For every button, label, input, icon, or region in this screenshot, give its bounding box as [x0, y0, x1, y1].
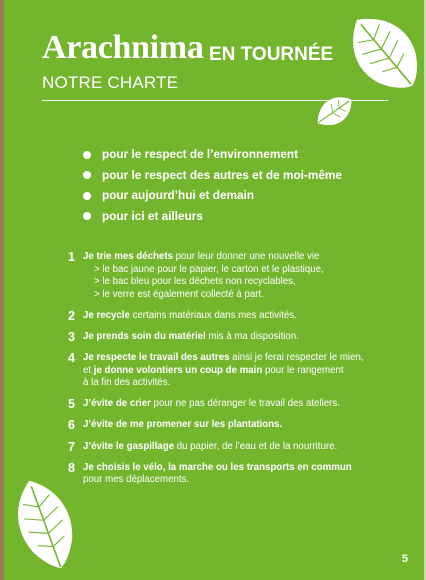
- rule-number: 3: [68, 329, 75, 344]
- rule-text: pour ne pas déranger le travail des ateliers.: [150, 398, 340, 410]
- bullet-icon: [83, 151, 91, 159]
- rules-list: [68, 251, 398, 495]
- rule-subitem: > le bac bleu pour les déchets non recyclables,: [94, 276, 296, 288]
- rule-text: pour leur donner une nouvelle vie: [172, 251, 320, 262]
- rule-item-8: [68, 462, 398, 487]
- brand-title: Arachnima: [42, 29, 204, 66]
- value-text: pour aujourd’hui et demain: [102, 188, 255, 202]
- rule-item-3: [68, 331, 398, 344]
- value-item: [80, 165, 342, 186]
- rule-bold-text: je donne volontiers un coup de main: [93, 364, 263, 376]
- rule-bold-text: Je recycle: [83, 309, 130, 321]
- value-item: [80, 144, 342, 165]
- rule-text: et: [83, 364, 94, 376]
- value-text: pour le respect de l’environnement: [102, 147, 299, 161]
- rule-line: [83, 331, 398, 344]
- value-text: pour le respect des autres et de moi-même: [102, 167, 342, 182]
- values-list: [80, 144, 342, 226]
- rule-number: 1: [68, 250, 75, 264]
- bullet-icon: [83, 192, 91, 200]
- rule-number: 5: [68, 397, 75, 412]
- rule-item-7: [68, 441, 398, 454]
- brand-subtitle: EN TOURNÉE: [209, 44, 334, 65]
- rule-line: [83, 462, 398, 475]
- rule-text: mis à ma disposition.: [205, 330, 299, 342]
- rule-line: [83, 365, 398, 378]
- rule-item-4: [68, 352, 398, 390]
- value-item: [80, 206, 342, 227]
- rule-number: 4: [68, 351, 75, 366]
- rule-bold-text: Je respecte le travail des autres: [83, 352, 230, 364]
- rule-text: pour le rangement: [262, 364, 344, 376]
- rule-line: [83, 251, 398, 264]
- rule-line: à la fin des activités.: [83, 377, 171, 389]
- rule-number: 6: [68, 418, 75, 433]
- rule-text: certains matériaux dans mes activités.: [129, 309, 297, 321]
- rule-item-5: [68, 398, 398, 411]
- rule-line: [83, 419, 398, 432]
- rule-number: 7: [68, 439, 75, 454]
- rule-number: 2: [68, 308, 75, 323]
- bullet-icon: [83, 212, 91, 220]
- rule-line: [83, 441, 398, 454]
- rule-subitem: > le bac jaune pour le papier, le carton et le plastique,: [94, 263, 324, 275]
- rule-bold-text: Je choisis le vélo, la marche ou les transports en commun: [83, 461, 352, 473]
- rule-bold-text: Je prends soin du matériel: [83, 330, 206, 342]
- rule-line: pour mes déplacements.: [83, 474, 190, 486]
- rule-bold-text: Je trie mes déchets: [83, 251, 173, 262]
- rule-text: ainsi je ferai respecter le mien,: [229, 352, 364, 364]
- page-number: 5: [401, 553, 408, 565]
- value-text: pour ici et ailleurs: [102, 208, 203, 223]
- rule-line: [83, 352, 398, 365]
- rule-bold-text: J’évite de crier: [83, 398, 151, 410]
- rule-bold-text: J’évite le gaspillage: [83, 440, 175, 452]
- value-item: [80, 185, 342, 206]
- bullet-icon: [83, 171, 91, 179]
- rule-subitem: > le verre est également collecté à part.: [94, 288, 264, 300]
- rule-item-2: [68, 310, 398, 323]
- rule-number: 8: [68, 460, 75, 475]
- rule-item-6: [68, 419, 398, 432]
- rule-item-1: [68, 251, 398, 301]
- rule-line: [83, 398, 398, 411]
- small-leaf-icon: [312, 88, 358, 134]
- section-title: NOTRE CHARTE: [42, 73, 179, 92]
- rule-bold-text: J’évite de me promener sur les plantations.: [83, 419, 283, 431]
- large-leaf-icon: [338, 6, 426, 98]
- rule-line: [83, 310, 398, 323]
- rule-text: du papier, de l’eau et de la nourriture.: [174, 440, 338, 452]
